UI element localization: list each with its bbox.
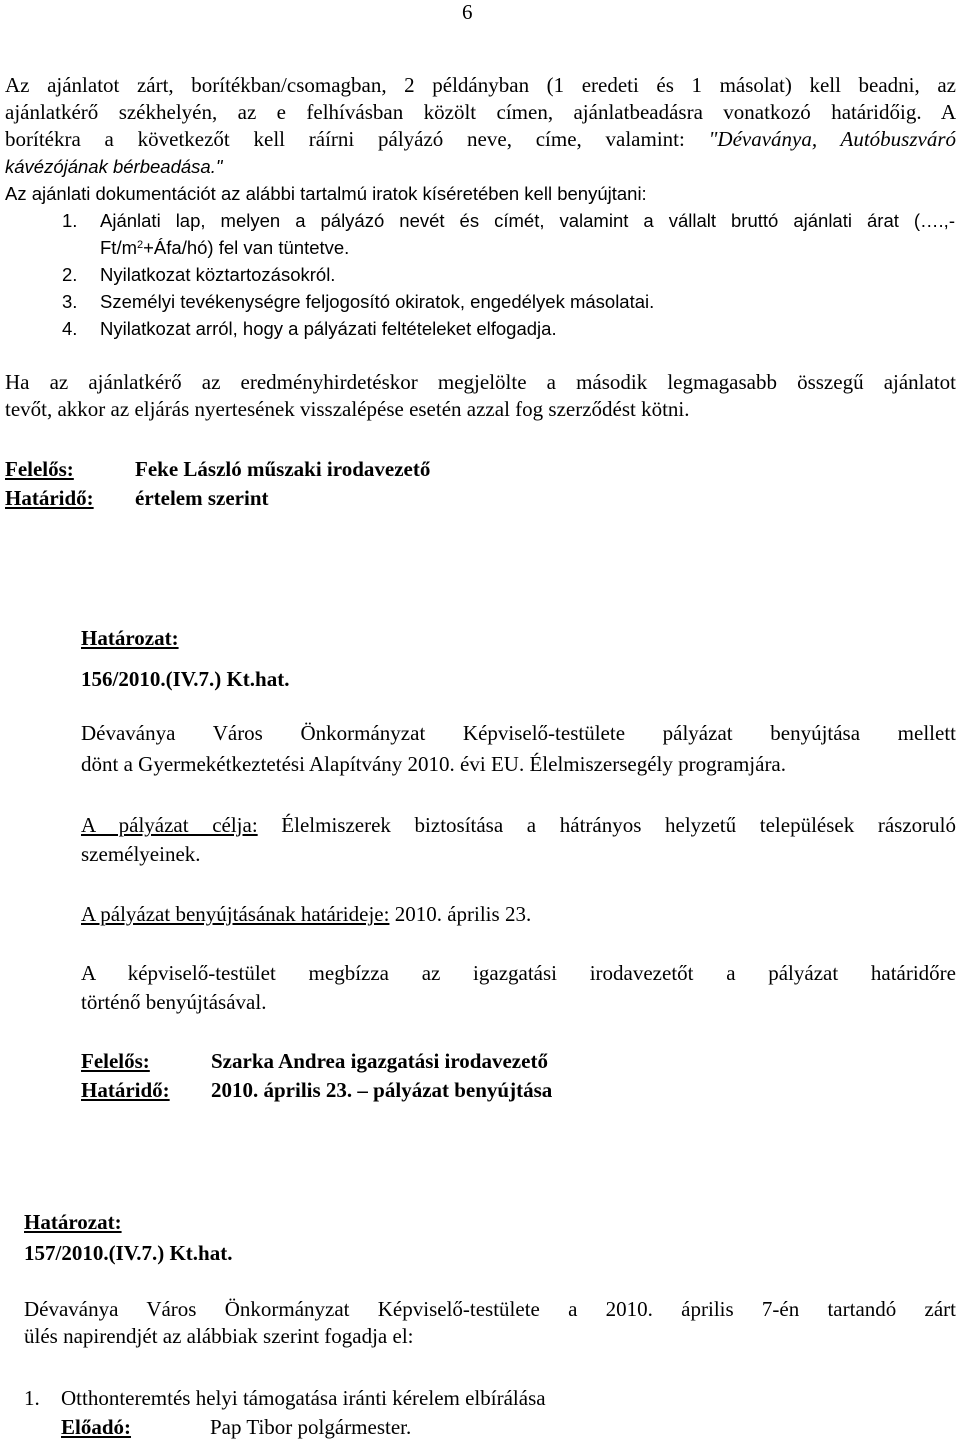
- doc-list-item-4: Nyilatkozat arról, hogy a pályázati feltételeket elfogadja.: [100, 318, 557, 339]
- resolution-156-deadline: [81, 901, 531, 928]
- resolution-156-para3-line-1: A képviselő-testület megbízza az igazgatási irodavezetőt a pályázat határidőre: [81, 961, 956, 985]
- agenda-item-num: 1.: [24, 1386, 40, 1410]
- deadline-label: A pályázat benyújtásának határideje:: [81, 902, 390, 926]
- doc-list-item-2: Nyilatkozat köztartozásokról.: [100, 264, 336, 285]
- presenter-value: Pap Tibor polgármester.: [210, 1415, 412, 1439]
- hatarido-label-2: Határidő:: [81, 1078, 170, 1102]
- resolution-156-para1-line-1: Dévaványa Város Önkormányzat Képviselő-testülete pályázat benyújtása mellett: [81, 721, 956, 745]
- deadline-value: 2010. április 23.: [389, 902, 532, 926]
- intro-line-1: Az ajánlatot zárt, borítékban/csomagban, 2 példányban (1 eredeti és 1 másolat) kell beadni, az: [5, 73, 956, 97]
- resolution-156-para3-line-2: történő benyújtásával.: [81, 990, 267, 1014]
- doc-list-num-4: 4.: [62, 318, 78, 339]
- doc-list-item-1-line-2: [100, 234, 349, 261]
- resolution-156-goal-line-2: személyeinek.: [81, 842, 201, 866]
- unit-text: Ft/m: [100, 237, 137, 258]
- hatarido-label-1: Határidő:: [5, 486, 94, 510]
- doc-list-num-2: 2.: [62, 264, 78, 285]
- resolution-156-heading: Határozat:: [81, 626, 179, 650]
- resolution-156-para1-line-2: dönt a Gyermekétkeztetési Alapítvány 2010. évi EU. Élelmiszersegély programjára.: [81, 752, 787, 776]
- agenda-item-text: Otthonteremtés helyi támogatása iránti kérelem elbírálása: [61, 1386, 546, 1410]
- presenter-label: Előadó:: [61, 1415, 132, 1439]
- goal-label: A pályázat célja:: [81, 813, 258, 837]
- hatarido-value-1: értelem szerint: [135, 486, 269, 510]
- intro-line-3: [5, 126, 956, 153]
- felelos-label-1: Felelős:: [5, 457, 74, 481]
- page-number: 6: [462, 0, 473, 24]
- resolution-157-heading: Határozat:: [24, 1210, 122, 1234]
- felelos-label-2: Felelős:: [81, 1049, 150, 1073]
- hatarido-value-2: 2010. április 23. – pályázat benyújtása: [211, 1078, 553, 1102]
- resolution-156-number: 156/2010.(IV.7.) Kt.hat.: [81, 667, 290, 691]
- doc-list-num-1: 1.: [62, 210, 78, 231]
- resolution-157-number: 157/2010.(IV.7.) Kt.hat.: [24, 1241, 233, 1265]
- doc-list-num-3: 3.: [62, 291, 78, 312]
- intro-line-3-text: borítékra a következőt kell ráírni pályázó neve, címe, valamint:: [5, 127, 709, 151]
- intro-line-5: Az ajánlati dokumentációt az alábbi tartalmú iratok kíséretében kell benyújtani:: [5, 183, 647, 204]
- goal-text: Élelmiszerek biztosítása a hátrányos helyzetű települések rászoruló: [257, 813, 956, 837]
- doc-list-item-3: Személyi tevékenységre feljogosító okiratok, engedélyek másolatai.: [100, 291, 655, 312]
- second-place-line-2: tevőt, akkor az eljárás nyertesének visszalépése esetén azzal fog szerződést kötni.: [5, 397, 690, 421]
- felelos-value-1: Feke László műszaki irodavezető: [135, 457, 431, 481]
- unit-superscript: 2: [137, 239, 144, 251]
- intro-line-3-italic: "Dévaványa, Autóbuszváró: [708, 127, 957, 151]
- resolution-156-goal-line-1: [81, 812, 956, 839]
- unit-rest: +Áfa/hó) fel van tüntetve.: [143, 237, 350, 258]
- intro-line-2: ajánlatkérő székhelyén, az e felhívásban közölt címen, ajánlatbeadásra vonatkozó határidőig. A: [5, 100, 956, 124]
- felelos-value-2: Szarka Andrea igazgatási irodavezető: [211, 1049, 548, 1073]
- resolution-157-para1-line-2: ülés napirendjét az alábbiak szerint fogadja el:: [24, 1324, 414, 1348]
- intro-line-4: kávézójának bérbeadása.": [5, 156, 223, 177]
- second-place-line-1: Ha az ajánlatkérő az eredményhirdetéskor megjelölte a második legmagasabb összegű ajánlatot: [5, 370, 956, 394]
- doc-list-item-1-line-1: Ajánlati lap, melyen a pályázó nevét és címét, valamint a vállalt bruttó ajánlati árat (….,-: [100, 210, 955, 231]
- resolution-157-para1-line-1: Dévaványa Város Önkormányzat Képviselő-testülete a 2010. április 7-én tartandó zárt: [24, 1297, 956, 1321]
